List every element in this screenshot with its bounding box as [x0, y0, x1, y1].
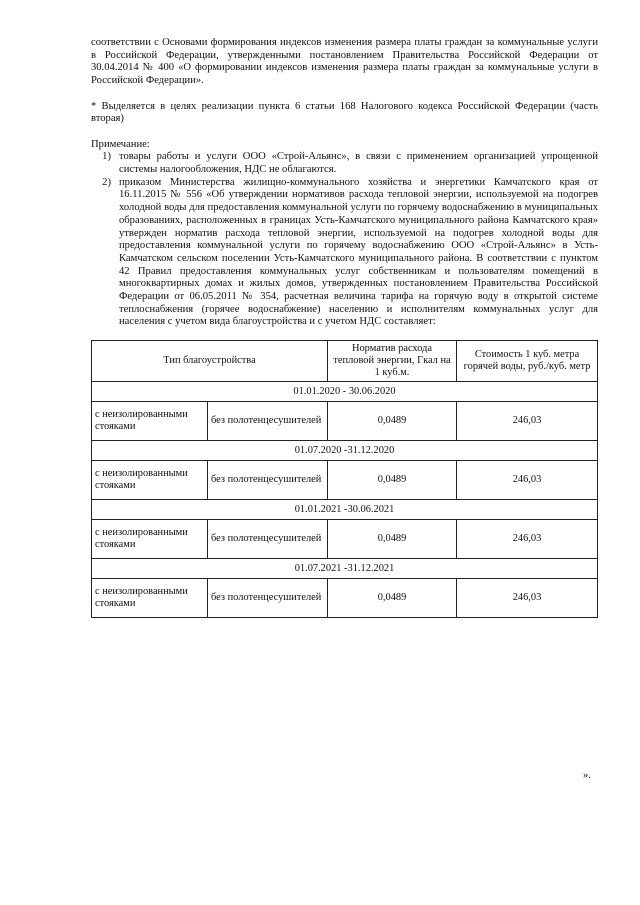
note-item	[91, 151, 598, 176]
type2-cell: без полотенцесушителей	[208, 579, 328, 618]
header-cost: Стоимость 1 куб. метра горячей воды, руб./куб. метр	[457, 341, 598, 382]
note-item	[91, 177, 598, 329]
period-cell: 01.07.2021 -31.12.2021	[92, 559, 598, 579]
type1-cell: с неизолированными стояками	[92, 520, 208, 559]
footnote: * Выделяется в целях реализации пункта 6 статьи 168 Налогового кодекса Российской Федерации (часть вторая)	[91, 100, 598, 125]
type1-cell: с неизолированными стояками	[92, 402, 208, 441]
norm-cell: 0,0489	[328, 520, 457, 559]
table-row	[92, 520, 598, 559]
norm-cell: 0,0489	[328, 579, 457, 618]
cost-cell: 246,03	[457, 520, 598, 559]
period-cell: 01.01.2020 - 30.06.2020	[92, 382, 598, 402]
table-header-row	[92, 341, 598, 382]
table-row	[92, 579, 598, 618]
notes-list	[91, 151, 598, 329]
type1-cell: с неизолированными стояками	[92, 579, 208, 618]
period-row	[92, 559, 598, 579]
note-title: Примечание:	[91, 138, 150, 150]
note-number: 2)	[102, 176, 111, 188]
cost-cell: 246,03	[457, 579, 598, 618]
note-text: товары работы и услуги ООО «Строй-Альянс», в связи с применением организацией упрощенной системы налогообложения, НДС не облагаются.	[119, 151, 598, 175]
type1-cell: с неизолированными стояками	[92, 461, 208, 500]
table-row	[92, 461, 598, 500]
period-row	[92, 441, 598, 461]
period-cell: 01.07.2020 -31.12.2020	[92, 441, 598, 461]
cost-cell: 246,03	[457, 461, 598, 500]
header-norm: Норматив расхода тепловой энергии, Гкал на 1 куб.м.	[328, 341, 457, 382]
type2-cell: без полотенцесушителей	[208, 402, 328, 441]
closing-quote: ».	[583, 770, 591, 781]
norm-cell: 0,0489	[328, 402, 457, 441]
document-page	[91, 37, 598, 618]
type2-cell: без полотенцесушителей	[208, 520, 328, 559]
note-number: 1)	[102, 151, 111, 163]
table-row	[92, 402, 598, 441]
type2-cell: без полотенцесушителей	[208, 461, 328, 500]
cost-cell: 246,03	[457, 402, 598, 441]
header-type: Тип благоустройства	[92, 341, 328, 382]
period-row	[92, 500, 598, 520]
norm-cell: 0,0489	[328, 461, 457, 500]
note-text: приказом Министерства жилищно-коммунального хозяйства и энергетики Камчатского края от 16.11.2015 № 556 «Об утверждении нормативов расхода тепловой энергии, используемой на подогрев холодной воды для предоставления коммунальной услуги по горячему водоснабжению в муниципальных образованиях, расположенных в границах Усть-Камчатского муниципального района Камчатского края» утвержден норматив расхода тепловой энергии, используемой на подогрев холодной воды для предоставления коммунальной услуги по горячему водоснабжению ООО «Строй-Альянс» в Усть-Камчатском сельском поселении Усть-Камчатского муниципального района. В соответствии с пунктом 42 Правил предоставления коммунальных услуг собственникам и пользователям помещений в многоквартирных домах и жилых домов, утвержденных постановлением Правительства Российской Федерации от 06.05.2011 № 354, расчетная величина тарифа на горячую воду в открытой системе теплоснабжения (горячее водоснабжение) населению и исполнителям коммунальных услуг для населения с учетом вида благоустройства и с учетом НДС составляет:	[119, 176, 598, 328]
period-cell: 01.01.2021 -30.06.2021	[92, 500, 598, 520]
period-row	[92, 382, 598, 402]
tariff-table	[91, 340, 598, 618]
intro-paragraph: соответствии с Основами формирования индексов изменения размера платы граждан за коммунальные услуги в Российской Федерации, утвержденными постановлением Правительства Российской Федерации от 30.04.2014 № 400 «О формировании индексов изменения размера платы граждан за коммунальные услуги в Российской Федерации».	[91, 37, 598, 87]
